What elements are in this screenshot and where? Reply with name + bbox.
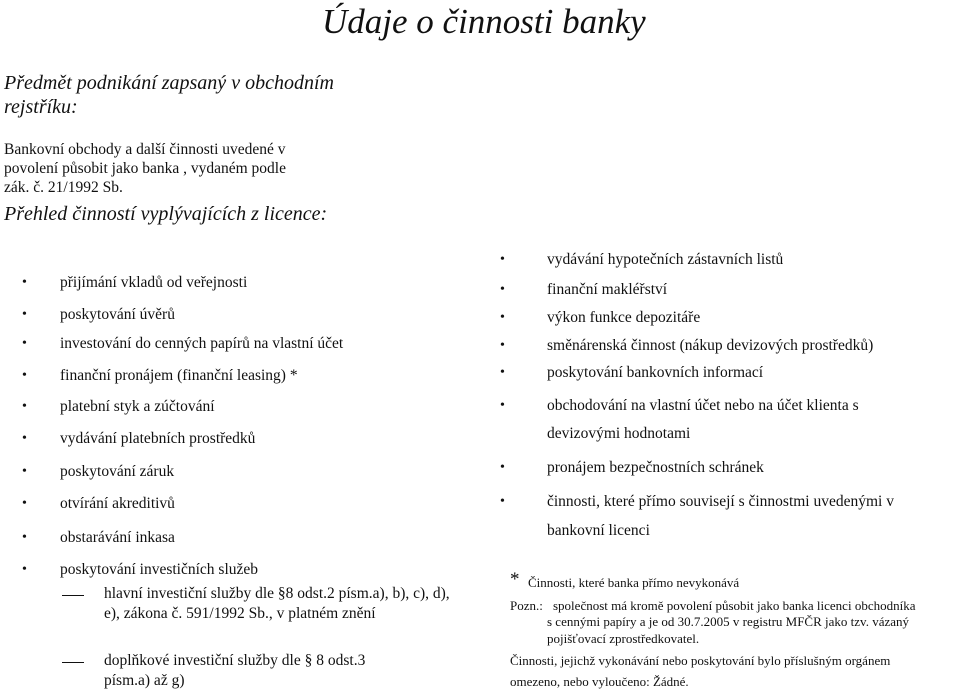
list-item: obchodování na vlastní účet nebo na účet klienta s bbox=[547, 397, 859, 414]
note-text-line: společnost má kromě povolení působit jako banka licenci obchodníka bbox=[553, 598, 916, 613]
list-item: přijímání vkladů od veřejnosti bbox=[60, 274, 248, 291]
list-item: finanční pronájem (finanční leasing) * bbox=[60, 367, 298, 384]
bullet-icon: • bbox=[500, 460, 505, 475]
sub-list-item: hlavní investiční služby dle §8 odst.2 písm.a), b), c), d), e), zákona č. 591/1992 Sb., v platném znění bbox=[104, 585, 450, 622]
list-item: vydávání hypotečních zástavních listů bbox=[547, 251, 784, 268]
list-item: finanční makléřství bbox=[547, 281, 668, 298]
sub-list-item: doplňkové investiční služby dle § 8 odst.3 písm.a) až g) bbox=[104, 652, 366, 689]
registry-text: Bankovní obchody a další činnosti uvedené v povolení působit jako banka , vydaném podle zák. č. 21/1992 Sb. bbox=[4, 141, 286, 196]
list-item: výkon funkce depozitáře bbox=[547, 309, 701, 326]
registry-heading: Předmět podnikání zapsaný v obchodním rejstříku: bbox=[4, 72, 334, 118]
bullet-icon: • bbox=[500, 338, 505, 353]
list-item-continuation: devizovými hodnotami bbox=[547, 425, 691, 442]
star-note: Činnosti, které banka přímo nevykonává bbox=[528, 575, 740, 590]
list-item: poskytování úvěrů bbox=[60, 306, 175, 323]
asterisk-icon: * bbox=[510, 569, 520, 590]
bullet-icon: • bbox=[500, 494, 505, 509]
bullet-icon: • bbox=[500, 282, 505, 297]
list-item: platební styk a zúčtování bbox=[60, 398, 215, 415]
restriction-note: omezeno, nebo vyloučeno: Žádné. bbox=[510, 674, 689, 689]
list-item: směnárenská činnost (nákup devizových prostředků) bbox=[547, 337, 874, 354]
list-item: poskytování bankovních informací bbox=[547, 364, 764, 381]
bullet-icon: • bbox=[500, 365, 505, 380]
dash-icon bbox=[62, 662, 84, 663]
license-heading: Přehled činností vyplývajících z licence: bbox=[4, 203, 328, 225]
list-item-continuation: bankovní licenci bbox=[547, 522, 650, 539]
bullet-icon: • bbox=[22, 530, 27, 545]
list-item: investování do cenných papírů na vlastní účet bbox=[60, 335, 344, 352]
list-item: činnosti, které přímo souvisejí s činnostmi uvedenými v bbox=[547, 493, 894, 510]
bullet-icon: • bbox=[500, 252, 505, 267]
bullet-icon: • bbox=[22, 464, 27, 479]
bullet-icon: • bbox=[22, 431, 27, 446]
bullet-icon: • bbox=[22, 399, 27, 414]
bullet-icon: • bbox=[22, 496, 27, 511]
dash-icon bbox=[62, 595, 84, 596]
list-item: pronájem bezpečnostních schránek bbox=[547, 459, 764, 476]
bullet-icon: • bbox=[22, 368, 27, 383]
bullet-icon: • bbox=[22, 275, 27, 290]
bullet-icon: • bbox=[500, 398, 505, 413]
page-title: Údaje o činnosti banky bbox=[322, 2, 646, 41]
bullet-icon: • bbox=[22, 307, 27, 322]
list-item: otvírání akreditivů bbox=[60, 495, 175, 512]
bullet-icon: • bbox=[500, 310, 505, 325]
list-item: poskytování záruk bbox=[60, 463, 175, 480]
note-text-line: pojišťovací zprostředkovatel. bbox=[547, 631, 700, 646]
list-item: obstarávání inkasa bbox=[60, 529, 175, 546]
list-item: poskytování investičních služeb bbox=[60, 561, 259, 578]
note-text-line: s cennými papíry a je od 30.7.2005 v registru MFČR jako tzv. vázaný bbox=[547, 614, 910, 629]
restriction-note: Činnosti, jejichž vykonávání nebo poskytování bylo příslušným orgánem bbox=[510, 653, 891, 668]
bullet-icon: • bbox=[22, 562, 27, 577]
bullet-icon: • bbox=[22, 336, 27, 351]
note-label: Pozn.: bbox=[510, 598, 543, 613]
list-item: vydávání platebních prostředků bbox=[60, 430, 256, 447]
